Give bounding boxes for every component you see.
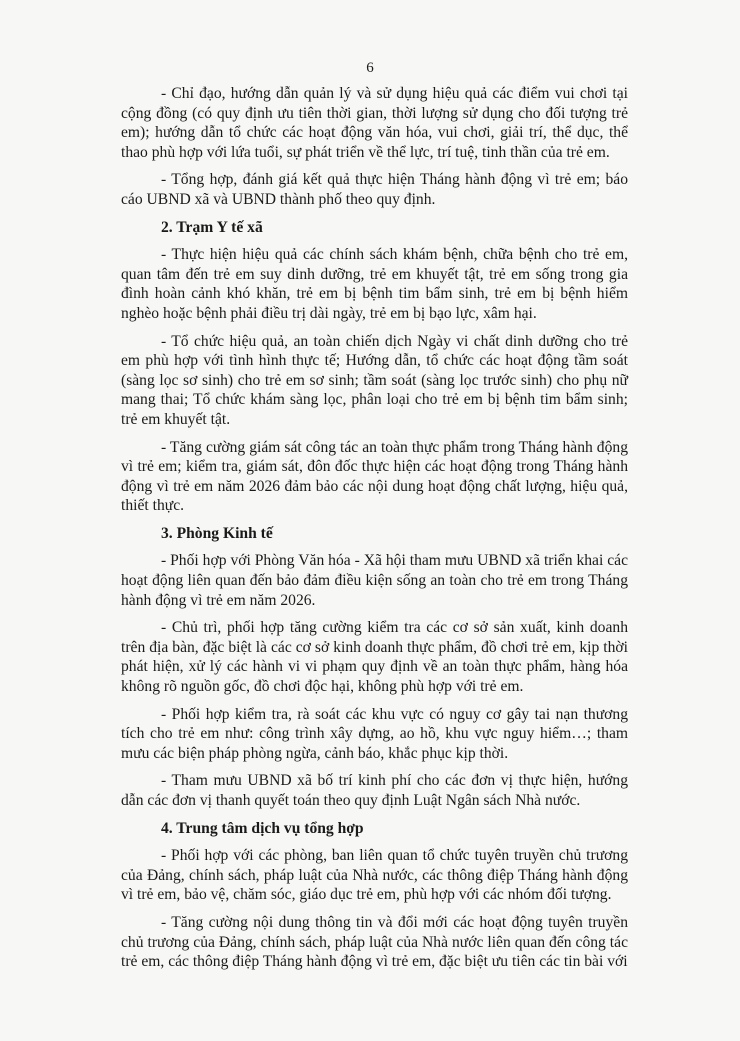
paragraph: - Tổng hợp, đánh giá kết quả thực hiện Tháng hành động vì trẻ em; báo cáo UBND xã và UBND thành phố theo quy định. (121, 171, 628, 208)
paragraph: - Phối hợp với Phòng Văn hóa - Xã hội tham mưu UBND xã triển khai các hoạt động liên quan đến bảo đảm điều kiện sống an toàn cho trẻ em trong Tháng hành động vì trẻ em năm 2026. (121, 552, 628, 609)
paragraph: - Chỉ đạo, hướng dẫn quản lý và sử dụng hiệu quả các điểm vui chơi tại cộng đồng (có quy định ưu tiên thời gian, thời lượng sử dụng cho đối tượng trẻ em); hướng dẫn tổ chức các hoạt động văn hóa, vui chơi, giải trí, thể dục, thể thao phù hợp với lứa tuổi, sự phát triển về thể lực, trí tuệ, tinh thần của trẻ em. (121, 85, 628, 161)
paragraph: - Tổ chức hiệu quả, an toàn chiến dịch Ngày vi chất dinh dưỡng cho trẻ em phù hợp với tình hình thực tế; Hướng dẫn, tổ chức các hoạt động tầm soát (sàng lọc sơ sinh) cho trẻ em sơ sinh; tầm soát (sàng lọc trước sinh) cho phụ nữ mang thai; Tổ chức khám sàng lọc, phân loại cho trẻ em bị bệnh tim bẩm sinh; trẻ em khuyết tật. (121, 332, 628, 428)
paragraph: - Tăng cường giám sát công tác an toàn thực phẩm trong Tháng hành động vì trẻ em; kiểm tra, giám sát, đôn đốc thực hiện các hoạt động trong Tháng hành động vì trẻ em năm 2026 đảm bảo các nội dung hoạt động chất lượng, hiệu quả, thiết thực. (121, 438, 628, 515)
page-number: 6 (366, 60, 374, 76)
section-heading: 2. Trạm Y tế xã (161, 218, 263, 236)
paragraph: - Tăng cường nội dung thông tin và đổi mới các hoạt động tuyên truyền chủ trương của Đảng, chính sách, pháp luật của Nhà nước liên quan đến công tác trẻ em, các thông điệp Tháng hành động vì trẻ em, đặc biệt ưu tiên các tin bài với (121, 913, 628, 971)
paragraph: - Thực hiện hiệu quả các chính sách khám bệnh, chữa bệnh cho trẻ em, quan tâm đến trẻ em suy dinh dưỡng, trẻ em khuyết tật, trẻ em sống trong gia đình hoàn cảnh khó khăn, trẻ em bị bệnh tim bẩm sinh, trẻ em bị bệnh hiểm nghèo hoặc bệnh phải điều trị dài ngày, trẻ em bị bạo lực, xâm hại. (121, 246, 628, 322)
paragraph: - Tham mưu UBND xã bố trí kinh phí cho các đơn vị thực hiện, hướng dẫn các đơn vị thanh quyết toán theo quy định Luật Ngân sách Nhà nước. (121, 772, 628, 809)
section-heading: 3. Phòng Kinh tế (161, 524, 273, 542)
document-body (121, 84, 628, 980)
section-heading: 4. Trung tâm dịch vụ tổng hợp (161, 819, 364, 837)
paragraph: - Phối hợp với các phòng, ban liên quan tổ chức tuyên truyền chủ trương của Đảng, chính sách, pháp luật của Nhà nước, các thông điệp Tháng hành động vì trẻ em, bảo vệ, chăm sóc, giáo dục trẻ em, phù hợp với các nhóm đối tượng. (121, 847, 628, 904)
paragraph: - Chủ trì, phối hợp tăng cường kiểm tra các cơ sở sản xuất, kinh doanh trên địa bàn, đặc biệt là các cơ sở kinh doanh thực phẩm, đồ chơi trẻ em, kịp thời phát hiện, xử lý các hành vi vi phạm quy định về an toàn thực phẩm, hàng hóa không rõ nguồn gốc, đồ chơi độc hại, không phù hợp với trẻ em. (121, 619, 628, 696)
paragraph: - Phối hợp kiểm tra, rà soát các khu vực có nguy cơ gây tai nạn thương tích cho trẻ em như: công trình xây dựng, ao hồ, khu vực nguy hiểm…; tham mưu các biện pháp phòng ngừa, cảnh báo, khắc phục kịp thời. (121, 705, 628, 762)
